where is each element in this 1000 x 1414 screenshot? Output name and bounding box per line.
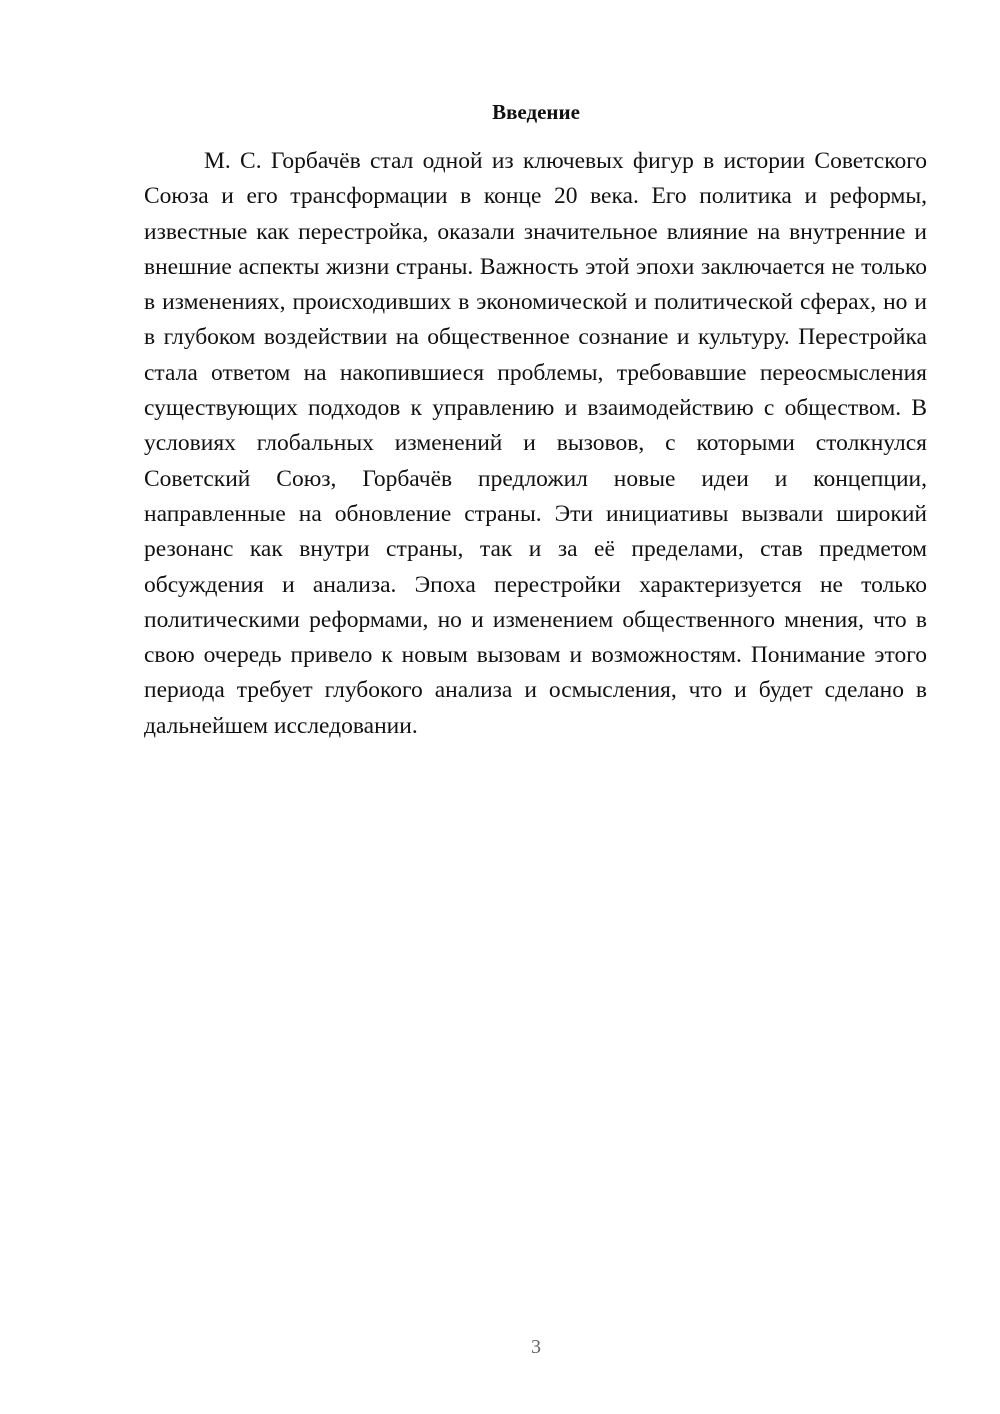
body-paragraph: М. С. Горбачёв стал одной из ключевых фигур в истории Советского Союза и его трансформации в конце 20 века. Его политика и реформы, известные как перестройка, оказали значительное влияние на внутренние и внешние аспекты жизни страны. Важность этой эпохи заключается не только в изменениях, происходивших в экономической и политической сферах, но и в глубоком воздействии на общественное сознание и культуру. Перестройка стала ответом на накопившиеся проблемы, требовавшие переосмысления существующих подходов к управлению и взаимодействию с обществом. В условиях глобальных изменений и вызовов, с которыми столкнулся Советский Союз, Горбачёв предложил новые идеи и концепции, направленные на обновление страны. Эти инициативы вызвали широкий резонанс как внутри страны, так и за её пределами, став предметом обсуждения и анализа. Эпоха перестройки характеризуется не только политическими реформами, но и изменением общественного мнения, что в свою очередь привело к новым вызовам и возможностям. Понимание этого периода требует глубокого анализа и осмысления, что и будет сделано в дальнейшем исследовании. (144, 148, 927, 739)
page-number: 3 (531, 1336, 541, 1358)
section-heading: Введение (492, 100, 580, 124)
